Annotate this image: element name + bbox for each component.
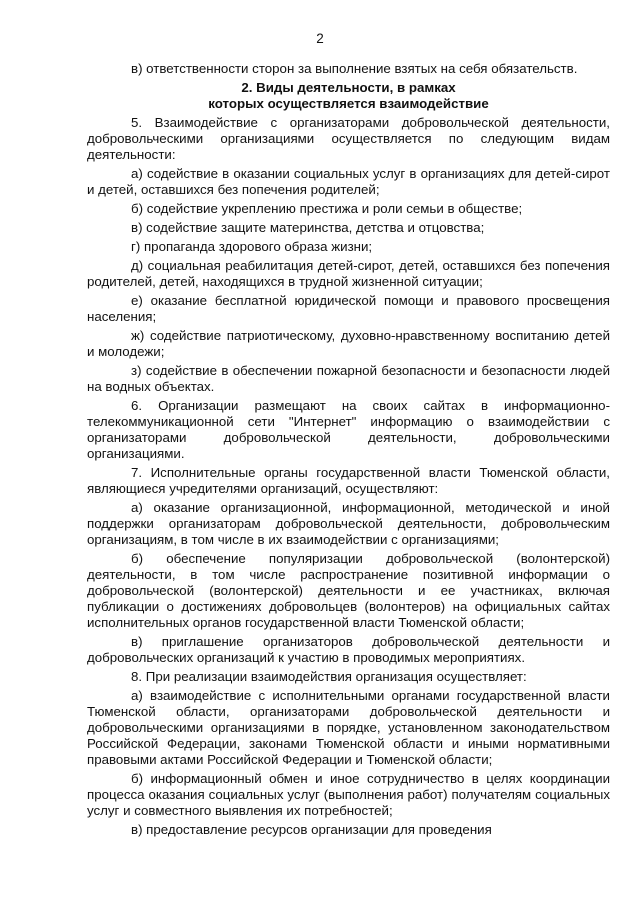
paragraph-8v: в) предоставление ресурсов организации для проведения: [131, 822, 492, 837]
paragraph-5d: д) социальная реабилитация детей-сирот, детей, оставшихся без попечения родителей, детей, находящихся в трудной жизненной ситуации;: [87, 258, 610, 289]
paragraph-8b: б) информационный обмен и иное сотрудничество в целях координации процесса оказания социальных услуг (выполнения работ) получателям социальных услуг и совместного выявления их потребностей;: [87, 771, 610, 818]
paragraph-5v: в) содействие защите материнства, детства и отцовства;: [131, 220, 485, 235]
paragraph-5: 5. Взаимодействие с организаторами добровольческой деятельности, добровольческими организациями осуществляется по следующим видам деятельности:: [87, 115, 610, 162]
paragraph-5zh: ж) содействие патриотическому, духовно-нравственному воспитанию детей и молодежи;: [87, 328, 610, 359]
section-heading-line-2: которых осуществляется взаимодействие: [208, 96, 489, 111]
paragraph-7a: а) оказание организационной, информационной, методической и иной поддержки организаторам добровольческой деятельности, добровольческим организациям, в том числе в их взаимодействии с организациями;: [87, 500, 610, 547]
document-body: [87, 61, 610, 841]
paragraph-5a: а) содействие в оказании социальных услуг в организациях для детей-сирот и детей, оставшихся без попечения родителей;: [87, 166, 610, 197]
paragraph-7: 7. Исполнительные органы государственной власти Тюменской области, являющиеся учредителями организаций, осуществляют:: [87, 465, 610, 496]
paragraph-5g: г) пропаганда здорового образа жизни;: [131, 239, 373, 254]
intro-paragraph: в) ответственности сторон за выполнение взятых на себя обязательств.: [131, 61, 578, 76]
paragraph-8a: а) взаимодействие с исполнительными органами государственной власти Тюменской области, организаторами добровольческой деятельности и добровольческими организациями в порядке, установленном законодательством Российской Федерации, законами Тюменской области и иными нормативными правовыми актами Российской Федерации и Тюменской области;: [87, 688, 610, 767]
paragraph-7b: б) обеспечение популяризации добровольческой (волонтерской) деятельности, в том числе распространение позитивной информации о добровольческой (волонтерской) деятельности и ее участниках, включая публикации о достижениях добровольцев (волонтеров) на официальных сайтах исполнительных органов государственной власти Тюменской области;: [87, 551, 610, 630]
section-heading-line-1: 2. Виды деятельности, в рамках: [241, 80, 456, 95]
paragraph-5b: б) содействие укреплению престижа и роли семьи в обществе;: [131, 201, 523, 216]
paragraph-5z: з) содействие в обеспечении пожарной безопасности и безопасности людей на водных объектах.: [87, 363, 610, 394]
page-number: 2: [316, 31, 324, 46]
section-heading: [87, 80, 610, 112]
paragraph-6: 6. Организации размещают на своих сайтах в информационно-телекоммуникационной сети "Интернет" информацию о взаимодействии с организаторами добровольческой деятельности, добровольческими организациями.: [87, 398, 610, 461]
paragraph-5e: е) оказание бесплатной юридической помощи и правового просвещения населения;: [87, 293, 610, 324]
paragraph-7v: в) приглашение организаторов добровольческой деятельности и добровольческих организаций к участию в проводимых мероприятиях.: [87, 634, 610, 665]
paragraph-8: 8. При реализации взаимодействия организация осуществляет:: [131, 669, 527, 684]
